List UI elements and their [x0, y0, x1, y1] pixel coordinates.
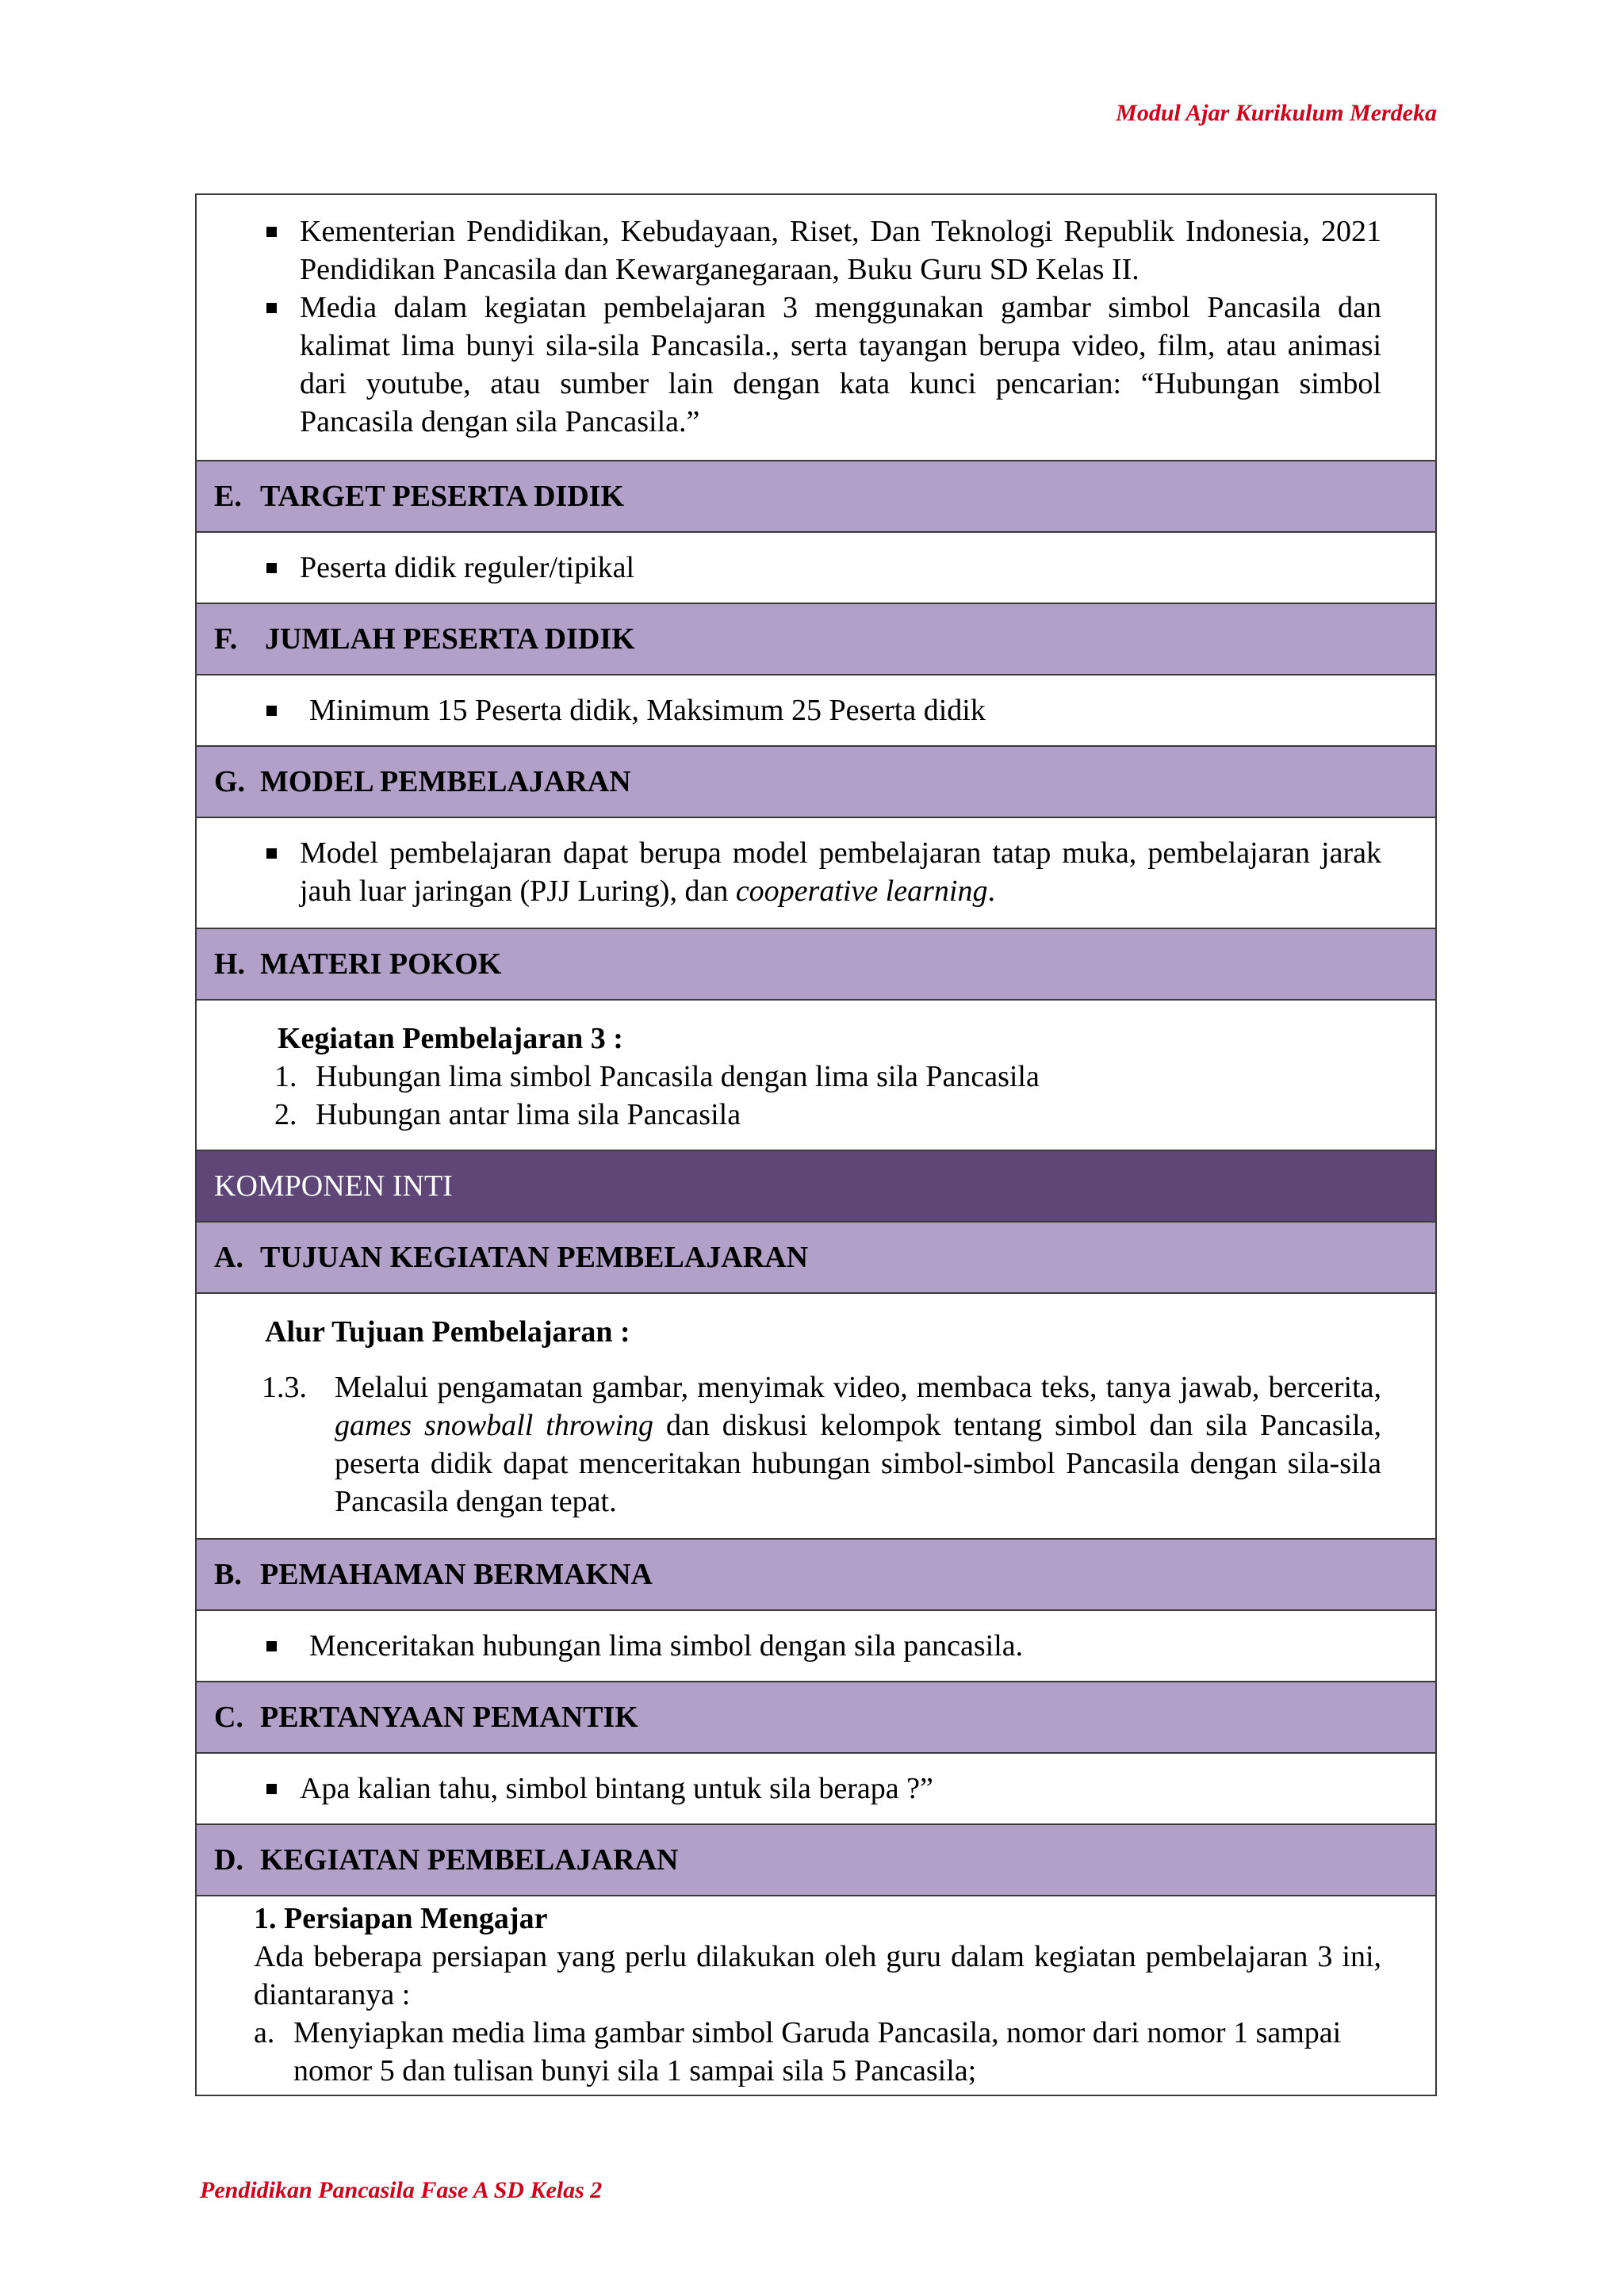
jumlah-list	[197, 691, 1381, 729]
section-letter: E.	[214, 480, 242, 513]
kegiatan-intro: Ada beberapa persiapan yang perlu dilakukan oleh guru dalam kegiatan pembelajaran 3 ini, diantaranya :	[254, 1940, 1381, 2011]
section-letter: F.	[214, 622, 238, 656]
page-header: Modul Ajar Kurikulum Merdeka	[1116, 100, 1437, 126]
tujuan-number: 1.3.	[262, 1371, 307, 1404]
target-list	[197, 549, 1381, 587]
pemahaman-list	[197, 1627, 1381, 1665]
tujuan-paragraph	[262, 1368, 1381, 1521]
section-title: TUJUAN KEGIATAN PEMBELAJARAN	[260, 1241, 809, 1274]
sources-list	[197, 212, 1381, 441]
page-footer: Pendidikan Pancasila Fase A SD Kelas 2	[200, 2177, 603, 2203]
section-content-pemahaman	[197, 1609, 1435, 1681]
section-content-model	[197, 817, 1435, 928]
section-title: PERTANYAAN PEMANTIK	[260, 1701, 638, 1734]
section-title: KEGIATAN PEMBELAJARAN	[260, 1843, 679, 1877]
list-item: Media dalam kegiatan pembelajaran 3 menggunakan gambar simbol Pancasila dan kalimat lima bunyi sila-sila Pancasila., serta tayangan berupa video, film, atau animasi dari youtube, atau sumber lain dengan kata kunci pencarian: “Hubungan simbol Pancasila dengan sila Pancasila.”	[300, 289, 1381, 441]
kegiatan-subtitle: 1. Persiapan Mengajar	[254, 1902, 548, 1935]
section-header-tujuan	[197, 1221, 1435, 1292]
list-text: Hubungan lima simbol Pancasila dengan lima sila Pancasila	[316, 1060, 1040, 1093]
section-header-model	[197, 745, 1435, 817]
section-title: KOMPONEN INTI	[214, 1169, 453, 1203]
section-content-materi	[197, 999, 1435, 1150]
section-header-materi	[197, 928, 1435, 999]
list-number: 1.	[274, 1060, 297, 1093]
sources-content	[197, 195, 1435, 460]
list-item: Peserta didik reguler/tipikal	[300, 549, 1381, 587]
tujuan-subtitle: Alur Tujuan Pembelajaran :	[265, 1315, 630, 1349]
section-title: JUMLAH PESERTA DIDIK	[265, 622, 635, 656]
pemantik-list	[197, 1770, 1381, 1808]
section-title: TARGET PESERTA DIDIK	[260, 480, 625, 513]
model-list	[197, 834, 1381, 910]
list-item: Minimum 15 Peserta didik, Maksimum 25 Peserta didik	[300, 691, 1381, 729]
materi-subtitle: Kegiatan Pembelajaran 3 :	[278, 1022, 623, 1055]
module-table	[195, 193, 1437, 2096]
section-header-pemantik	[197, 1681, 1435, 1752]
section-letter: C.	[214, 1701, 243, 1734]
list-item	[274, 1058, 1381, 1096]
section-title: MATERI POKOK	[260, 947, 502, 981]
tujuan-text-italic: games snowball throwing	[335, 1409, 654, 1442]
list-item: Kementerian Pendidikan, Kebudayaan, Riset, Dan Teknologi Republik Indonesia, 2021 Pendidikan Pancasila dan Kewarganegaraan, Buku Guru SD Kelas II.	[300, 212, 1381, 289]
list-item	[274, 1096, 1381, 1134]
section-content-target	[197, 531, 1435, 603]
section-title: MODEL PEMBELAJARAN	[260, 765, 631, 798]
list-item: Menceritakan hubungan lima simbol dengan sila pancasila.	[300, 1627, 1381, 1665]
item-label: a.	[254, 2016, 275, 2049]
section-content-kegiatan	[197, 1895, 1435, 2095]
list-item	[300, 834, 1381, 910]
item-text: Menyiapkan media lima gambar simbol Garuda Pancasila, nomor dari nomor 1 sampai nomor 5 dan tulisan bunyi sila 1 sampai sila 5 Pancasila;	[293, 2016, 1342, 2087]
list-number: 2.	[274, 1098, 297, 1131]
section-letter: G.	[214, 765, 246, 798]
komponen-inti-header	[197, 1150, 1435, 1221]
section-letter: A.	[214, 1241, 243, 1274]
tujuan-text-end: dan diskusi kelompok tentang simbol dan sila Pancasila, peserta didik dapat menceritakan hubungan simbol-simbol Pancasila dengan sila-sila Pancasila dengan tepat.	[335, 1409, 1381, 1518]
section-letter: D.	[214, 1843, 243, 1877]
kegiatan-item-a	[254, 2014, 1381, 2090]
section-letter: B.	[214, 1558, 242, 1591]
section-header-jumlah	[197, 603, 1435, 674]
materi-list	[274, 1058, 1381, 1134]
model-text-italic: cooperative learning	[735, 874, 988, 908]
section-title: PEMAHAMAN BERMAKNA	[260, 1558, 653, 1591]
section-content-pemantik	[197, 1752, 1435, 1823]
section-header-target	[197, 460, 1435, 531]
section-letter: H.	[214, 947, 246, 981]
section-header-pemahaman	[197, 1538, 1435, 1609]
section-content-tujuan	[197, 1292, 1435, 1538]
list-text: Hubungan antar lima sila Pancasila	[316, 1098, 741, 1131]
section-header-kegiatan	[197, 1823, 1435, 1895]
list-item: Apa kalian tahu, simbol bintang untuk sila berapa ?”	[300, 1770, 1381, 1808]
model-text-end: .	[987, 874, 995, 908]
section-content-jumlah	[197, 674, 1435, 745]
model-text: Model pembelajaran dapat berupa model pembelajaran tatap muka, pembelajaran jarak jauh luar jaringan (PJJ Luring), dan	[300, 836, 1381, 908]
tujuan-text: Melalui pengamatan gambar, menyimak video, membaca teks, tanya jawab, bercerita,	[335, 1371, 1381, 1404]
